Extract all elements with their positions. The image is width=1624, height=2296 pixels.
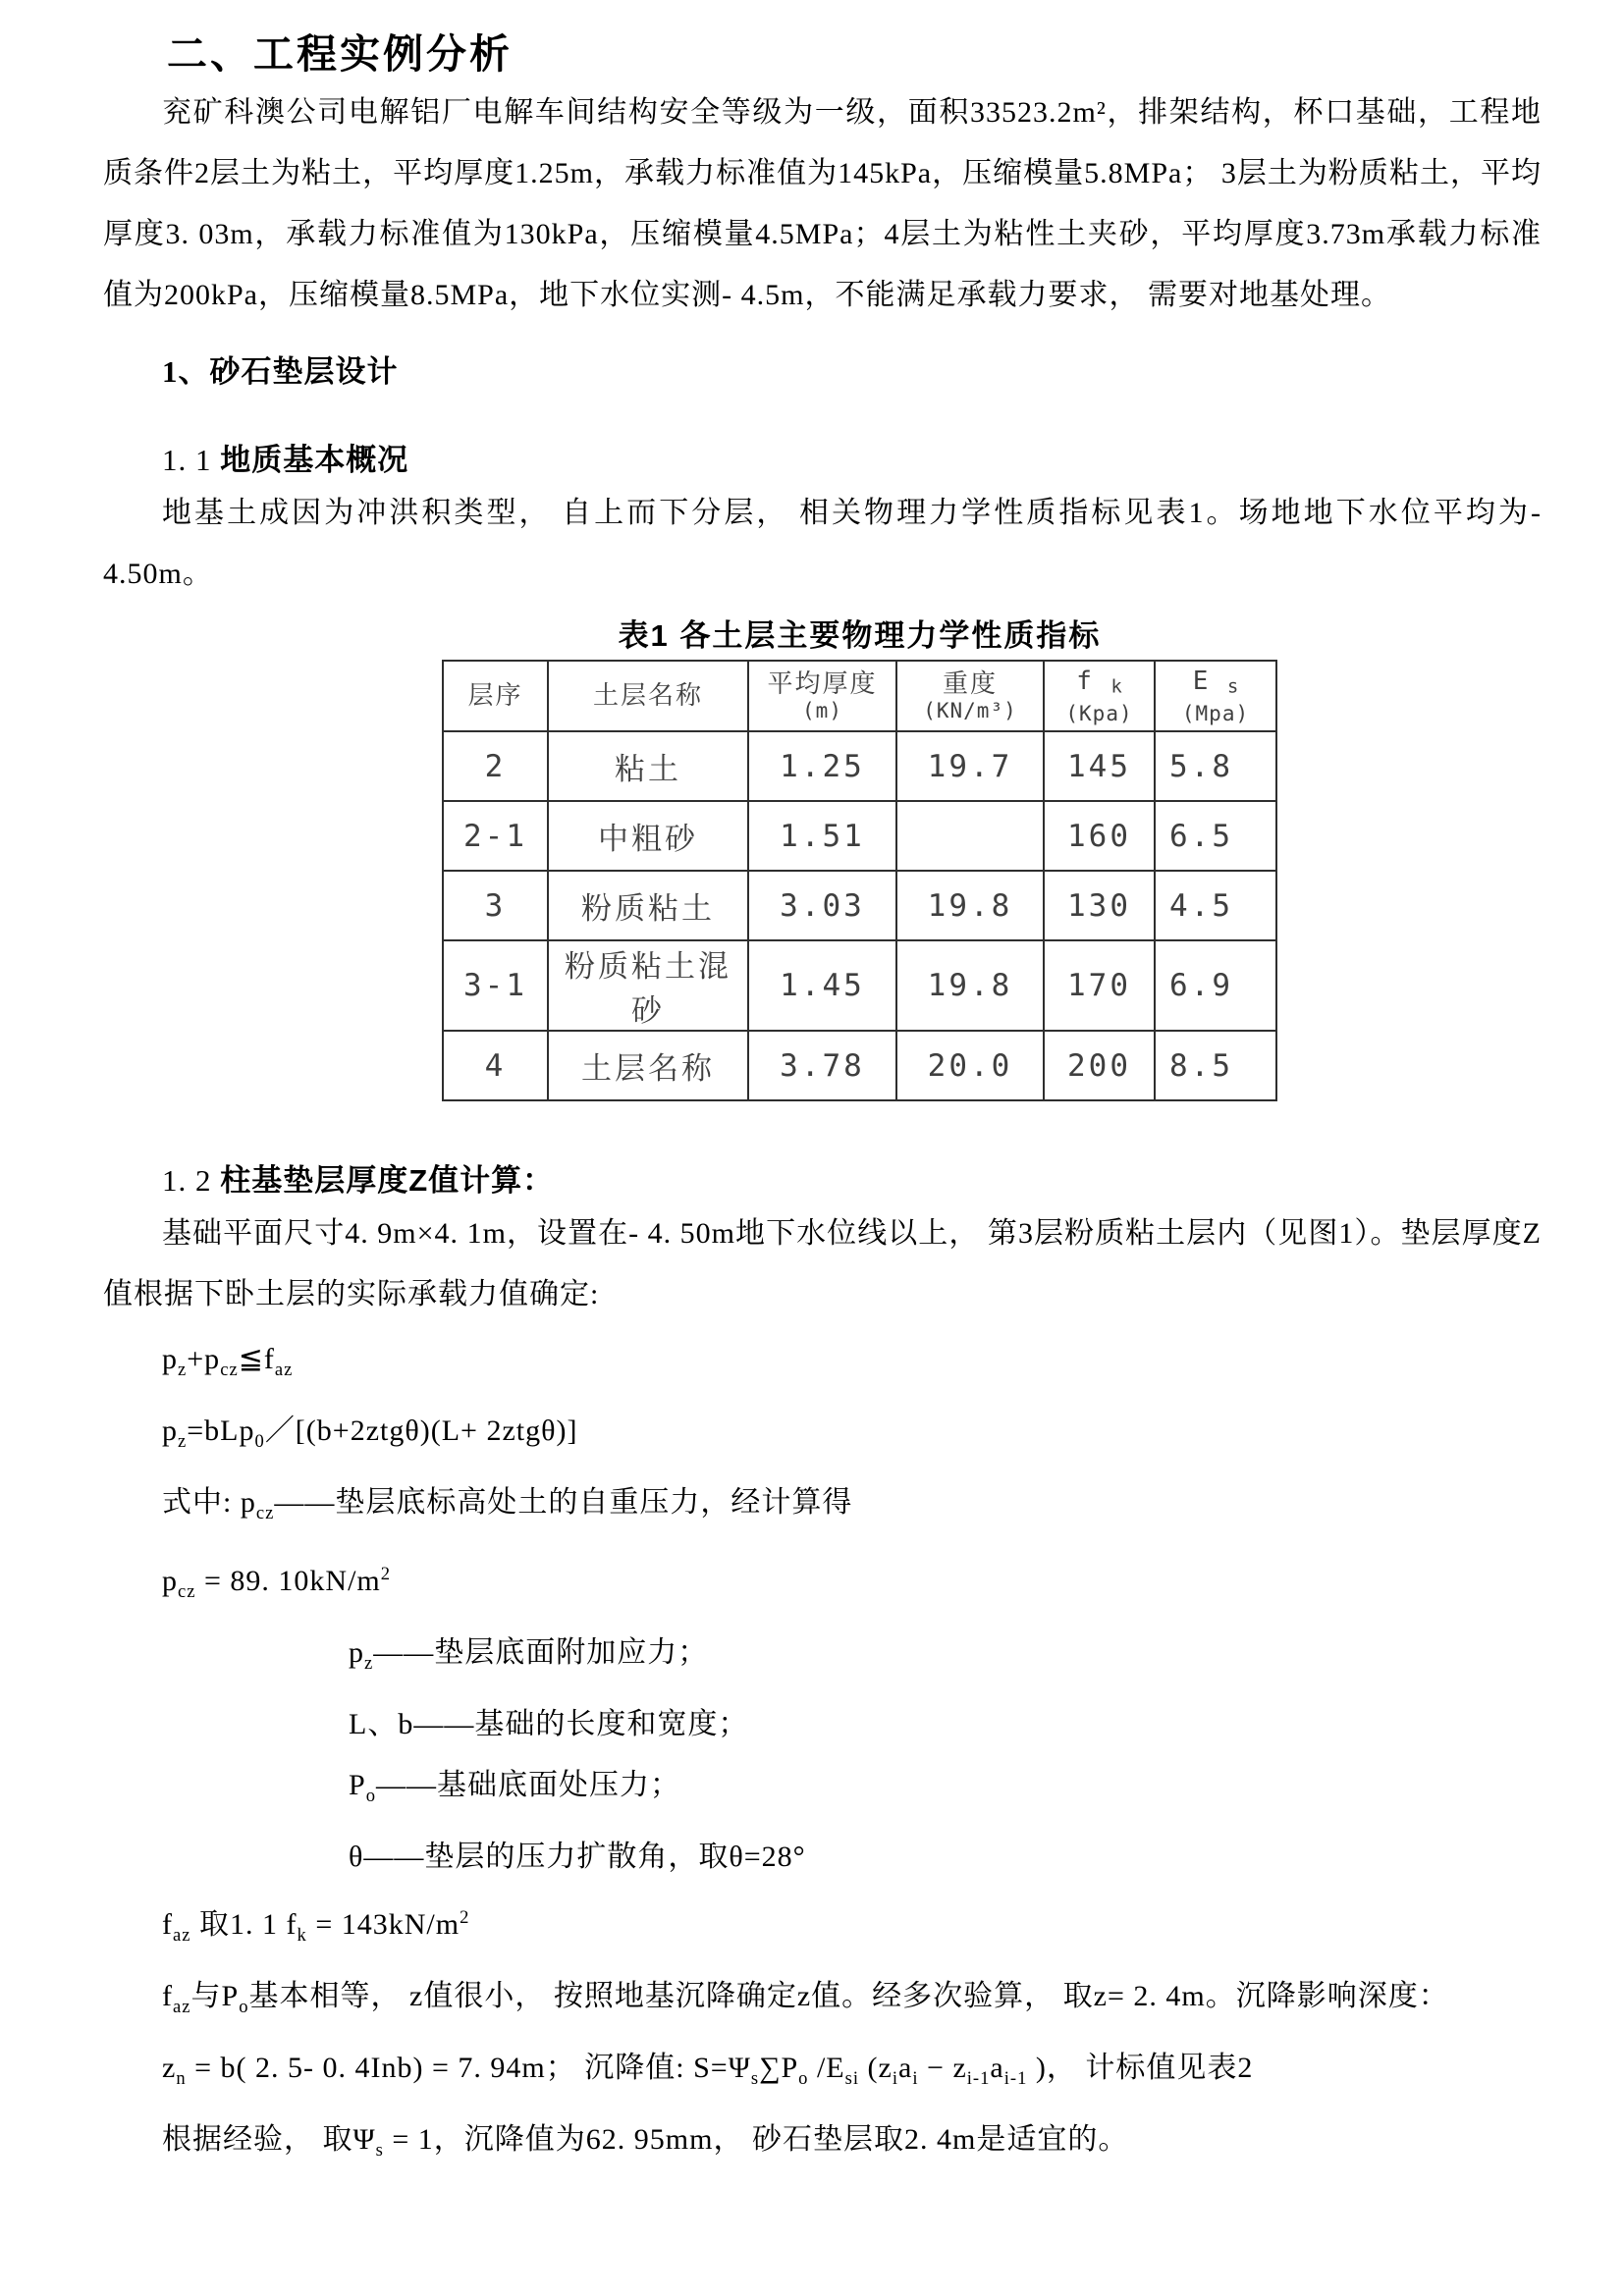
heading-sand-cushion-design — [162, 349, 1542, 395]
formula-where-pcz: 式中: $p_{cz}——$垫层底标高处土的自重压力，经计算得 — [162, 1486, 853, 1523]
cell-unit-weight: 19.8 — [896, 871, 1044, 940]
cell-avg-thickness: 1.25 — [748, 731, 896, 801]
heading-z-value-calculation — [162, 1158, 1542, 1203]
table-header-row — [443, 661, 1276, 731]
table-row — [443, 871, 1276, 940]
heading-number: 1、 — [162, 354, 210, 389]
formula-pz-expansion: $p_z=bLp_0/[(b+2ztg\theta)(L+ 2ztg\theta)]$ — [162, 1415, 578, 1452]
cell-soil-name: 中粗砂 — [548, 801, 748, 871]
paragraph-faz-comparison: $f_{az}$与$P_o$基本相等， z值很小， 按照地基沉降确定z值。经多次验算， 取z= 2. 4m。沉降影响深度： — [162, 1980, 1449, 2017]
cell-fk: 170 — [1044, 940, 1155, 1031]
cell-soil-name: 粉质粘土 — [548, 871, 748, 940]
page-title: 二、工程实例分析 — [167, 31, 513, 77]
header-cell-soil-name: 土层名称 — [548, 661, 748, 731]
cell-fk: 200 — [1044, 1031, 1155, 1100]
header-cell-fk: f $_k$ (Kpa) — [1044, 661, 1155, 731]
formula-pcz-value: $p_{cz} = 89$. $10kN/m^2$ — [162, 1564, 392, 1602]
cell-fk: 130 — [1044, 871, 1155, 940]
cell-es: 6.9 — [1155, 940, 1276, 1031]
cell-layer: 2-1 — [443, 801, 548, 871]
cell-layer: 4 — [443, 1031, 548, 1100]
paragraph-project-overview: 兖矿科澳公司电解铝厂电解车间结构安全等级为一级，面积33523.2m²，排架结构，杯口基础，工程地质条件2层土为粘土，平均厚度1.25m，承载力标准值为145kPa，压缩模量5.8MPa； 3层土为粉质粘土，平均厚度3. 03m，承载力标准值为130kPa，压缩模量4.5MPa；4层土为粘性土夹砂，平均厚度3.73m承载力标准值为200kPa，压缩模量8.5MPa，地下水位实测- 4.5m，不能满足承载力要求， 需要对地基处理。 — [103, 96, 1542, 311]
cell-es: 4.5 — [1155, 871, 1276, 940]
table-row — [443, 731, 1276, 801]
cell-soil-name: 土层名称 — [548, 1031, 748, 1100]
definition-theta: θ——垫层的压力扩散角，取θ=28° — [349, 1841, 806, 1873]
heading-geology-overview — [162, 438, 1542, 483]
table-caption: 表1 各土层主要物理力学性质指标 — [618, 618, 1102, 653]
definition-L-b: L、b——基础的长度和宽度； — [349, 1708, 749, 1740]
heading-label: 砂石垫层设计 — [209, 354, 399, 389]
cell-avg-thickness: 3.78 — [748, 1031, 896, 1100]
soil-table — [442, 660, 1277, 1101]
cell-fk: 160 — [1044, 801, 1155, 871]
cell-es: 8.5 — [1155, 1031, 1276, 1100]
cell-layer: 3 — [443, 871, 548, 940]
cell-unit-weight: 20.0 — [896, 1031, 1044, 1100]
table-row — [443, 1031, 1276, 1100]
cell-unit-weight: 19.8 — [896, 940, 1044, 1031]
cell-es: 6.5 — [1155, 801, 1276, 871]
cell-unit-weight — [896, 801, 1044, 871]
cell-layer: 3-1 — [443, 940, 548, 1031]
heading-number: 1. 1 — [162, 443, 221, 477]
header-cell-layer: 层序 — [443, 661, 548, 731]
paragraph-geology: 地基土成因为冲洪积类型， 自上而下分层， 相关物理力学性质指标见表1。场地地下水位平均为- 4.50m。 — [103, 497, 1542, 590]
header-cell-avg-thickness: 平均厚度 (m) — [748, 661, 896, 731]
header-cell-es: E $_s$ (Mpa) — [1155, 661, 1276, 731]
table-row — [443, 801, 1276, 871]
paragraph-conclusion: 根据经验， 取$\Psi_s = 1$，沉降值为62. 95mm， 砂石垫层取2. 4m是适宜的。 — [162, 2123, 1129, 2161]
cell-layer: 2 — [443, 731, 548, 801]
header-cell-unit-weight: 重度 (KN/m³) — [896, 661, 1044, 731]
paragraph-foundation-size: 基础平面尺寸4. 9m×4. 1m，设置在- 4. 50m地下水位线以上， 第3层粉质粘土层内（见图1）。垫层厚度Z值根据下卧土层的实际承载力值确定: — [103, 1217, 1542, 1310]
heading-number: 1. 2 — [162, 1163, 221, 1198]
table-row — [443, 940, 1276, 1031]
cell-soil-name: 粉质粘土混砂 — [548, 940, 748, 1031]
cell-unit-weight: 19.7 — [896, 731, 1044, 801]
cell-avg-thickness: 3.03 — [748, 871, 896, 940]
cell-avg-thickness: 1.45 — [748, 940, 896, 1031]
cell-fk: 145 — [1044, 731, 1155, 801]
formula-faz-value: $f_{az}$ 取1. 1 $f_k = 143kN/m^2$ — [162, 1907, 470, 1946]
definition-Po: $P_o——$基础底面处压力； — [349, 1769, 680, 1806]
definition-pz: $p_z——$垫层底面附加应力； — [349, 1636, 709, 1674]
formula-pz-pcz-faz: $p_z+p_{cz}≦f_{az}$ — [162, 1343, 294, 1380]
cell-avg-thickness: 1.51 — [748, 801, 896, 871]
heading-label: 柱基垫层厚度Z值计算： — [220, 1163, 555, 1198]
heading-label: 地质基本概况 — [220, 443, 409, 477]
cell-es: 5.8 — [1155, 731, 1276, 801]
formula-settlement: $z_n = b$( 2. 5- 0. 4Inb) = 7. 94m； 沉降值: $S=\Psi_s\sum P_o$ $/E_{si}$ ($z_ia_i - z_{i-1}a_{i-1}$ )， 计标值见表2 — [162, 2052, 1254, 2089]
cell-soil-name: 粘土 — [548, 731, 748, 801]
